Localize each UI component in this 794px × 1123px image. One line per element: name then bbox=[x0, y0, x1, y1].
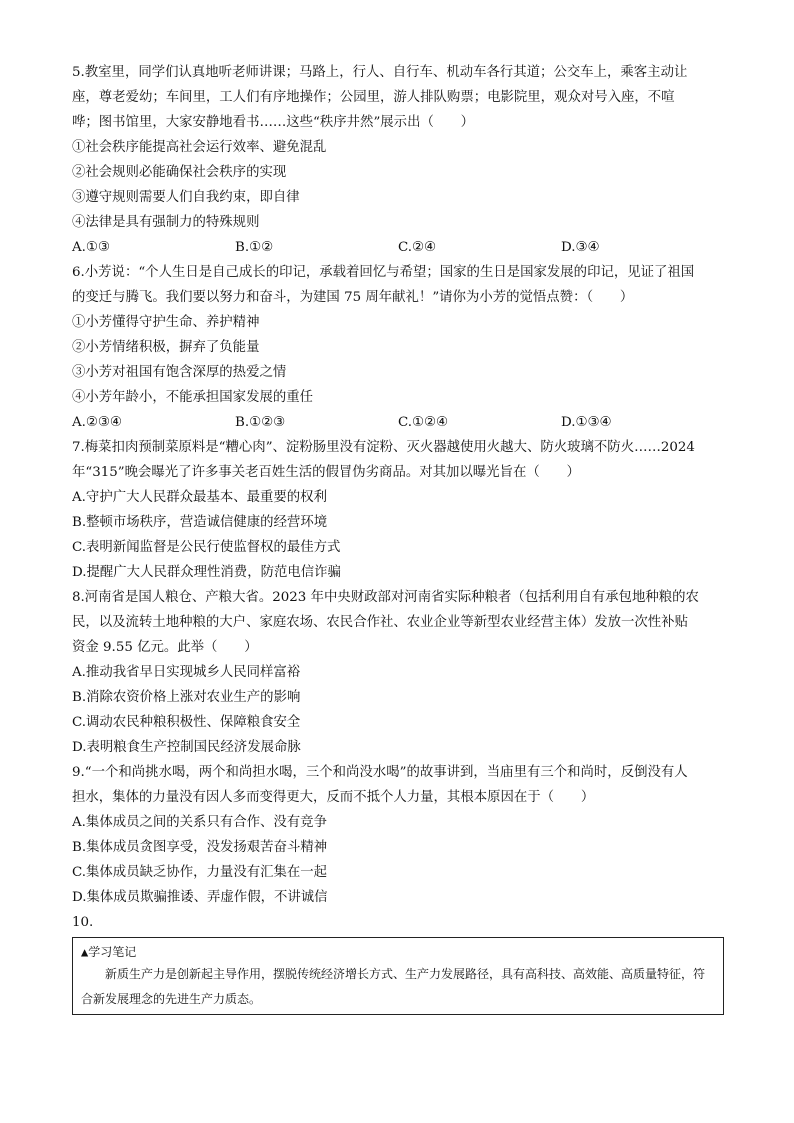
option-c: C.表明新闻监督是公民行使监督权的最佳方式 bbox=[72, 540, 341, 555]
option-a: A.守护广大人民群众最基本、最重要的权利 bbox=[72, 490, 327, 505]
question-stem-line: 座，尊老爱幼；车间里，工人们有序地操作；公园里，游人排队购票；电影院里，观众对号入座，不喧 bbox=[72, 90, 675, 105]
question-stem-line: 哗；图书馆里，大家安静地看书……这些“秩序井然”展示出（ ） bbox=[72, 115, 475, 130]
question-stem-line: 6.小芳说：“个人生日是自己成长的印记，承载着回忆与希望；国家的生日是国家发展的印记，见证了祖国 bbox=[72, 265, 695, 280]
option-c: C.调动农民种粮积极性、保障粮食安全 bbox=[72, 715, 301, 730]
exam-page bbox=[72, 60, 724, 1015]
question-9 bbox=[72, 760, 724, 910]
option-d: D.表明粮食生产控制国民经济发展命脉 bbox=[72, 740, 301, 755]
answer-options bbox=[72, 410, 724, 435]
option-d: D.提醒广大人民群众理性消费，防范电信诈骗 bbox=[72, 565, 341, 580]
note-title: ▲学习笔记 bbox=[81, 945, 137, 959]
statement-item: ③小芳对祖国有饱含深厚的热爱之情 bbox=[72, 365, 287, 380]
statement-item: ①小芳懂得守护生命、养护精神 bbox=[72, 315, 260, 330]
option-b: B.集体成员贪图享受，没发扬艰苦奋斗精神 bbox=[72, 840, 328, 855]
option-d: D.③④ bbox=[561, 240, 600, 255]
option-b: B.消除农资价格上涨对农业生产的影响 bbox=[72, 690, 301, 705]
option-a: A.②③④ bbox=[72, 415, 122, 430]
question-stem-line: 年“315”晚会曝光了许多事关老百姓生活的假冒伪劣商品。对其加以曝光旨在（ ） bbox=[72, 465, 580, 480]
question-8 bbox=[72, 585, 724, 760]
study-note-box bbox=[72, 937, 724, 1015]
statement-item: ④小芳年龄小，不能承担国家发展的重任 bbox=[72, 390, 314, 405]
question-stem-line: 5.教室里，同学们认真地听老师讲课；马路上，行人、自行车、机动车各行其道；公交车上，乘客主动让 bbox=[72, 65, 688, 80]
option-a: A.集体成员之间的关系只有合作、没有竞争 bbox=[72, 815, 327, 830]
option-d: D.①③④ bbox=[561, 415, 612, 430]
question-number: 10. bbox=[72, 915, 94, 930]
option-b: B.整顿市场秩序，营造诚信健康的经营环境 bbox=[72, 515, 328, 530]
question-7 bbox=[72, 435, 724, 585]
option-b: B.①② bbox=[235, 240, 274, 255]
option-c: C.①②④ bbox=[398, 415, 449, 430]
question-stem-line: 的变迁与腾飞。我们要以努力和奋斗，为建国 75 周年献礼！”请你为小芳的觉悟点赞：（ ） bbox=[72, 290, 634, 305]
question-6 bbox=[72, 260, 724, 435]
option-d: D.集体成员欺骗推诿、弄虚作假，不讲诚信 bbox=[72, 890, 328, 905]
question-stem-line: 9.“一个和尚挑水喝，两个和尚担水喝，三个和尚没水喝”的故事讲到，当庙里有三个和尚时，反倒没有人 bbox=[72, 765, 688, 780]
statement-item: ②小芳情绪积极，摒弃了负能量 bbox=[72, 340, 260, 355]
statement-item: ④法律是具有强制力的特殊规则 bbox=[72, 215, 260, 230]
option-c: C.②④ bbox=[398, 240, 437, 255]
answer-options bbox=[72, 235, 724, 260]
question-stem-line: 担水，集体的力量没有因人多而变得更大，反而不抵个人力量，其根本原因在于（ ） bbox=[72, 790, 595, 805]
statement-item: ①社会秩序能提高社会运行效率、避免混乱 bbox=[72, 140, 327, 155]
question-10 bbox=[72, 910, 724, 1015]
option-b: B.①②③ bbox=[235, 415, 286, 430]
question-stem-line: 8.河南省是国人粮仓、产粮大省。2023 年中央财政部对河南省实际种粮者（包括利用自有承包地种粮的农 bbox=[72, 590, 699, 605]
statement-item: ②社会规则必能确保社会秩序的实现 bbox=[72, 165, 287, 180]
question-stem-line: 民，以及流转土地种粮的大户、家庭农场、农民合作社、农业企业等新型农业经营主体）发放一次性补贴 bbox=[72, 615, 688, 630]
question-5 bbox=[72, 60, 724, 260]
note-body: 新质生产力是创新起主导作用，摆脱传统经济增长方式、生产力发展路径，具有高科技、高效能、高质量特征，符合新发展理念的先进生产力质态。 bbox=[81, 967, 706, 1006]
question-stem-line: 7.梅菜扣肉预制菜原料是“糟心肉”、淀粉肠里没有淀粉、灭火器越使用火越大、防火玻璃不防火……2024 bbox=[72, 440, 695, 455]
option-a: A.推动我省早日实现城乡人民同样富裕 bbox=[72, 665, 301, 680]
statement-item: ③遵守规则需要人们自我约束，即自律 bbox=[72, 190, 300, 205]
question-stem-line: 资金 9.55 亿元。此举（ ） bbox=[72, 640, 258, 655]
option-a: A.①③ bbox=[72, 240, 110, 255]
option-c: C.集体成员缺乏协作，力量没有汇集在一起 bbox=[72, 865, 328, 880]
